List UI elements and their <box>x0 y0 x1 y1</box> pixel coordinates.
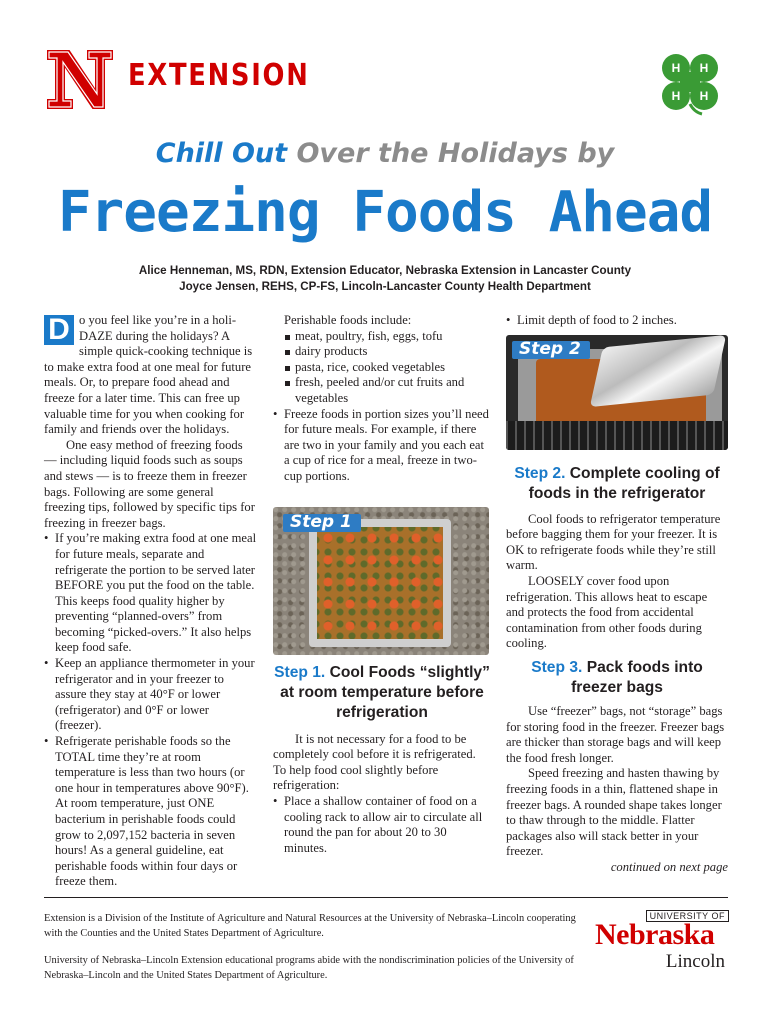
list-item: • Limit depth of food to 2 inches. <box>506 313 728 329</box>
footer-text-2: University of Nebraska–Lincoln Extension educational programs abide with the nondiscrimination policies of the University of Nebraska–Lincoln and the United States Department of Agriculture. <box>44 955 574 981</box>
step-2-para-2: LOOSELY cover food upon refrigeration. This allows heat to escape and protects the food from accidental contamination from other foods during cooling. <box>506 573 708 651</box>
list-item: • Place a shallow container of food on a cooling rack to allow air to circulate all round the pan for about 20 to 30 minutes. <box>273 794 491 856</box>
perishable-intro: Perishable foods include: <box>284 313 412 327</box>
step-2-number: Step 2. <box>514 464 566 482</box>
intro-text: o you feel like you’re in a holi-DAZE during the holidays? A simple quick-cooking technique is to make extra food at one meal for future meals. Or, to prepare food ahead and freeze for a later time. This can free up valuable time for you when cooking for family and friends over the holidays. <box>44 313 253 437</box>
step-2-photo <box>506 335 728 450</box>
unl-logo-bot: Lincoln <box>665 951 725 972</box>
nebraska-n-logo-icon <box>44 47 116 112</box>
author-block <box>0 263 770 295</box>
list-item: • Refrigerate perishable foods so the TOTAL time they’re at room temperature is less than two hours (or one hour in temperatures above 90°F). At room temperature, just ONE bacterium in perishable foods could grow to 2,097,152 bacteria in seven hours! As a general guideline, eat perishable foods within four days or freeze them. <box>44 734 258 890</box>
svg-text:H: H <box>699 89 709 103</box>
drop-cap: D <box>44 315 74 345</box>
author-line-2: Joyce Jensen, REHS, CP-FS, Lincoln-Lancaster County Health Department <box>179 280 591 293</box>
unl-logo-mid: Nebraska <box>595 918 715 951</box>
intro-paragraph <box>44 313 258 438</box>
svg-text:H: H <box>671 61 681 75</box>
step-1-photo <box>273 507 489 655</box>
title-line-1 <box>0 138 770 169</box>
method-paragraph: One easy method of freezing foods — including liquid foods such as soups and stews — is to freeze them in freezer bags. Following are some general freezing tips, followed by specific tips for freezing in freezer bags. <box>44 437 255 530</box>
list-item: meat, poultry, fish, eggs, tofu <box>284 329 491 345</box>
list-item: pasta, rice, cooked vegetables <box>284 360 491 376</box>
title-over-holidays: Over the Holidays by <box>296 138 615 169</box>
step-1-number: Step 1. <box>274 663 326 681</box>
step-3-number: Step 3. <box>531 658 583 676</box>
fridge-rack <box>506 421 728 450</box>
author-line-1: Alice Henneman, MS, RDN, Extension Educator, Nebraska Extension in Lancaster County <box>138 264 632 277</box>
footer-text-1: Extension is a Division of the Institute of Agriculture and Natural Resources at the University of Nebraska–Lincoln cooperating with the Counties and the United States Department of Agriculture. <box>44 913 576 939</box>
step-1-badge: Step 1 <box>283 514 361 533</box>
portion-list <box>273 407 491 485</box>
tips-list <box>44 531 258 890</box>
step-3-para-1: Use “freezer” bags, not “storage” bags for storing food in the freezer. Freezer bags are thicker than storage bags and will keep the food fresh longer. <box>506 703 725 765</box>
list-item: • Keep an appliance thermometer in your refrigerator and in your freezer to assure they stay at 40°F or lower (refrigerator) and 0°F or lower (freezer). <box>44 656 258 734</box>
continued-note: continued on next page <box>610 859 728 874</box>
title-chill-out: Chill Out <box>155 138 288 169</box>
svg-text:H: H <box>699 61 709 75</box>
step-1-heading <box>273 663 491 723</box>
step-2-title: Complete cooling of foods in the refrigerator <box>528 464 720 502</box>
four-h-clover-icon <box>654 48 726 116</box>
step-2-heading <box>506 464 728 504</box>
step-3-heading <box>506 658 728 698</box>
step-1-text: It is not necessary for a food to be completely cool before it is refrigerated. To help food cool slightly before refrigeration: <box>273 731 476 793</box>
step-3-para-2: Speed freezing and hasten thawing by freezing foods in a thin, flattened shape in freezer bags. A rounded shape takes longer to thaw through to the middle. Flatter packages also will stack better in your freezer. <box>506 766 722 859</box>
svg-text:H: H <box>671 89 681 103</box>
step-2-badge: Step 2 <box>512 341 590 360</box>
column-1 <box>44 313 258 890</box>
list-item: fresh, peeled and/or cut fruits and vegetables <box>284 375 491 406</box>
footer-divider <box>44 897 728 898</box>
column-3 <box>506 313 728 875</box>
extension-label: EXTENSION <box>128 58 310 93</box>
unl-logo <box>595 910 729 972</box>
column-2 <box>273 313 491 856</box>
food-in-pan <box>317 527 443 639</box>
limit-list <box>506 313 728 329</box>
main-title: Freezing Foods Ahead <box>57 180 713 245</box>
step-3-title: Pack foods into freezer bags <box>571 658 703 696</box>
list-item: • Freeze foods in portion sizes you’ll need for future meals. For example, if there are two in your family and you each eat a cup of rice for a meal, freeze in two-cup portions. <box>273 407 491 485</box>
baking-pan <box>309 519 451 647</box>
step-2-para-1: Cool foods to refrigerator temperature before bagging them for your freezer. It is OK to refrigerate foods while they’re still warm. <box>506 511 721 573</box>
unl-logo-top: UNIVERSITY OF <box>646 910 729 922</box>
list-item: dairy products <box>284 344 491 360</box>
perishable-list <box>273 329 491 407</box>
list-item: • If you’re making extra food at one meal for future meals, separate and refrigerate the portion to be served later BEFORE you put the food on the table. This keeps food quality higher by preventing “planned-overs” from becoming “picked-overs.” It also helps keep food safe. <box>44 531 258 656</box>
step-1-title: Cool Foods “slightly” at room temperature before refrigeration <box>280 663 490 721</box>
step-1-list <box>273 794 491 856</box>
